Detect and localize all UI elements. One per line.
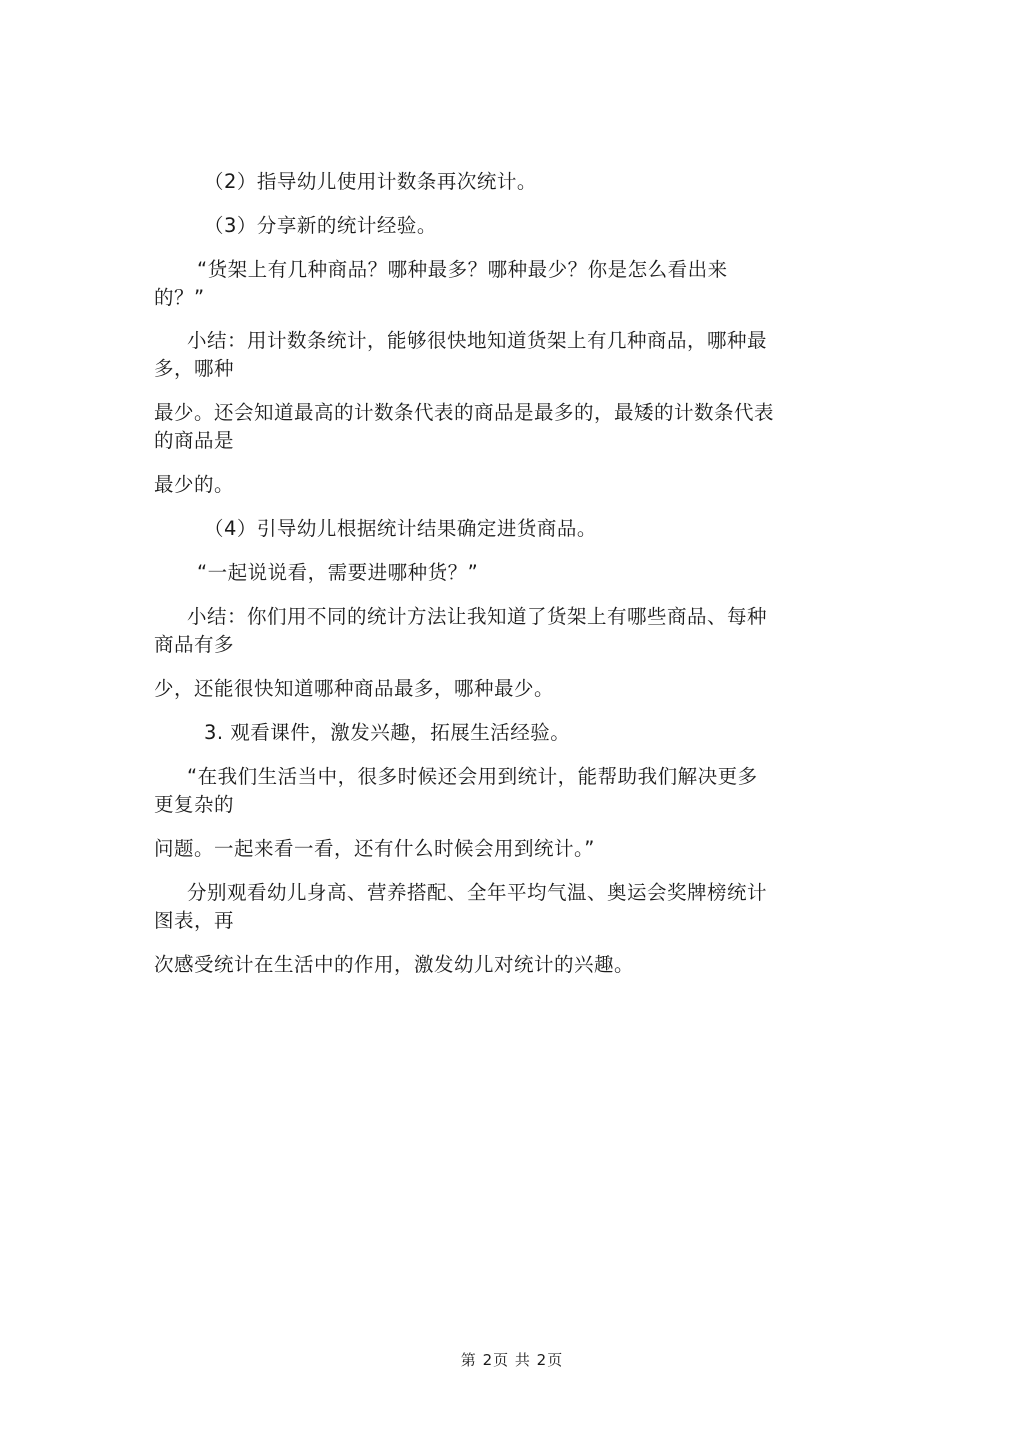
quote-life-line-1: “在我们生活当中，很多时候还会用到统计，能帮助我们解决更多 bbox=[187, 765, 758, 788]
summary-2-line-3: 少，还能很快知道哪种商品最多，哪种最少。 bbox=[154, 677, 555, 700]
activity-line-3: 次感受统计在生活中的作用，激发幼儿对统计的兴趣。 bbox=[154, 953, 635, 976]
activity-line-1: 分别观看幼儿身高、营养搭配、全年平均气温、奥运会奖牌榜统计 bbox=[187, 881, 768, 904]
section-3-heading: 3. 观看课件，激发兴趣，拓展生活经验。 bbox=[204, 721, 571, 744]
quote-purchase: “一起说说看，需要进哪种货？” bbox=[197, 561, 479, 584]
summary-1-line-5: 最少的。 bbox=[154, 473, 235, 496]
quote-life-line-3: 问题。一起来看一看，还有什么时候会用到统计。” bbox=[154, 837, 595, 860]
summary-1-line-2: 多，哪种 bbox=[154, 357, 235, 380]
paragraph-step-2: （2）指导幼儿使用计数条再次统计。 bbox=[204, 170, 537, 193]
quote-line-1: “货架上有几种商品？哪种最多？哪种最少？你是怎么看出来 bbox=[197, 258, 728, 281]
activity-line-2: 图表，再 bbox=[154, 909, 235, 932]
summary-2-line-1: 小结：你们用不同的统计方法让我知道了货架上有哪些商品、每种 bbox=[187, 605, 768, 628]
page-footer: 第 2页 共 2页 bbox=[460, 1351, 564, 1369]
summary-1-line-3: 最少。还会知道最高的计数条代表的商品是最多的，最矮的计数条代表 bbox=[154, 401, 775, 424]
summary-1-line-4: 的商品是 bbox=[154, 429, 235, 452]
quote-life-line-2: 更复杂的 bbox=[154, 793, 235, 816]
quote-line-2: 的？” bbox=[154, 286, 205, 309]
summary-2-line-2: 商品有多 bbox=[154, 633, 235, 656]
summary-1-line-1: 小结：用计数条统计，能够很快地知道货架上有几种商品，哪种最 bbox=[187, 329, 768, 352]
paragraph-step-4: （4）引导幼儿根据统计结果确定进货商品。 bbox=[204, 517, 597, 540]
paragraph-step-3: （3）分享新的统计经验。 bbox=[204, 214, 437, 237]
